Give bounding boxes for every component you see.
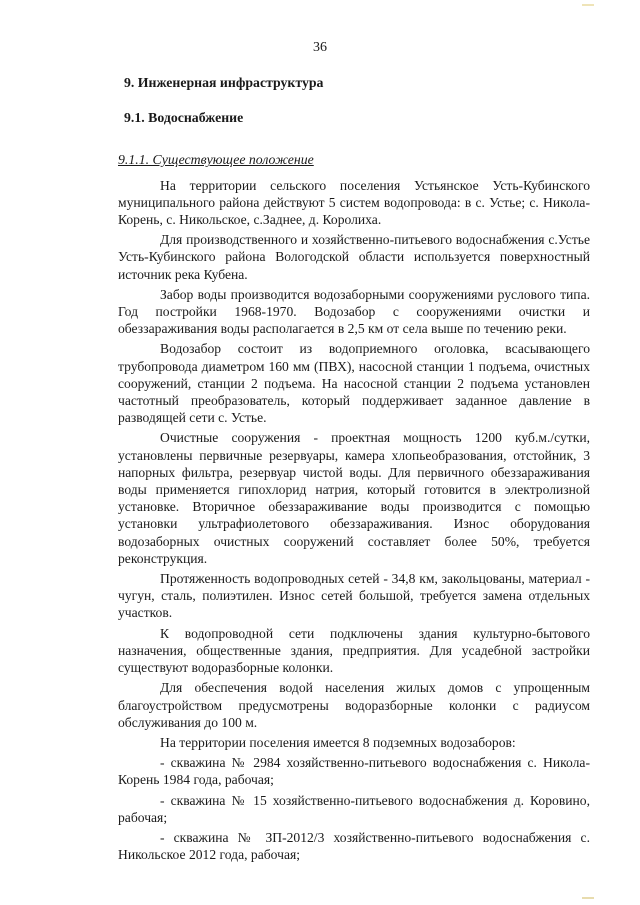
paragraph: На территории поселения имеется 8 подземных водозаборов: [160,734,516,750]
scan-mark-bottom [582,897,594,899]
page-number: 36 [313,40,327,55]
subsubsection-heading: 9.1.1. Существующее положение [118,152,314,168]
paragraph: Забор воды производится водозаборными сооружениями руслового типа. Год постройки 1968-1970. Водозабор с сооружениями очистки и обеззараживания воды располагается в 2,5 км от села выше по течению реки. [118,286,590,337]
list-item: - скважина № 15 хозяйственно-питьевого водоснабжения д. Коровино, рабочая; [118,792,590,825]
document-body [118,74,590,866]
paragraph: Очистные сооружения - проектная мощность 1200 куб.м./сутки, установлены первичные резервуары, камера хлопьеобразования, отстойник, 3 напорных фильтра, резервуар чистой воды. Для первичного обеззараживания воды применяется гипохлорид натрия, который готовится в электролизной установке. Вторичное обеззараживание воды производится с помощью установки ультрафиолетового обеззараживания. Износ оборудования водозаборных очистных сооружений составляет более 50%, требуется реконструкция. [118,430,590,566]
paragraph: На территории сельского поселения Устьянское Усть-Кубинского муниципального района действуют 5 систем водопровода: в с. Устье; с. Никола-Корень, с. Никольское, с.Заднее, д. Королиха. [118,177,590,228]
scan-mark-top [582,4,594,6]
paragraph: Для обеспечения водой населения жилых домов с упрощенным благоустройством предусмотрены водоразборные колонки с радиусом обслуживания до 100 м. [118,680,590,730]
paragraph: Протяженность водопроводных сетей - 34,8 км, закольцованы, материал - чугун, сталь, полиэтилен. Износ сетей большой, требуется замена отдельных участков. [118,571,590,621]
list-item: - скважина № 2984 хозяйственно-питьевого водоснабжения с. Никола-Корень 1984 года, рабочая; [118,755,590,788]
list-item: - скважина № ЗП-2012/3 хозяйственно-питьевого водоснабжения с. Никольское 2012 года, рабочая; [118,829,590,863]
paragraph: Для производственного и хозяйственно-питьевого водоснабжения с.Устье Усть-Кубинского района Вологодской области используется поверхностный источник река Кубена. [118,232,590,282]
subsection-heading: 9.1. Водоснабжение [124,110,244,126]
section-heading: 9. Инженерная инфраструктура [124,75,324,90]
paragraph: Водозабор состоит из водоприемного оголовка, всасывающего трубопровода диаметром 160 мм (ПВХ), насосной станции 1 подъема, очистных сооружений, станции 2 подъема. На насосной станции 2 подъема установлен частотный преобразователь, который поддерживает заданное давление в разводящей сети с. Устье. [118,341,590,426]
paragraph: К водопроводной сети подключены здания культурно-бытового назначения, общественные здания, предприятия. Для усадебной застройки существуют водоразборные колонки. [118,625,590,676]
